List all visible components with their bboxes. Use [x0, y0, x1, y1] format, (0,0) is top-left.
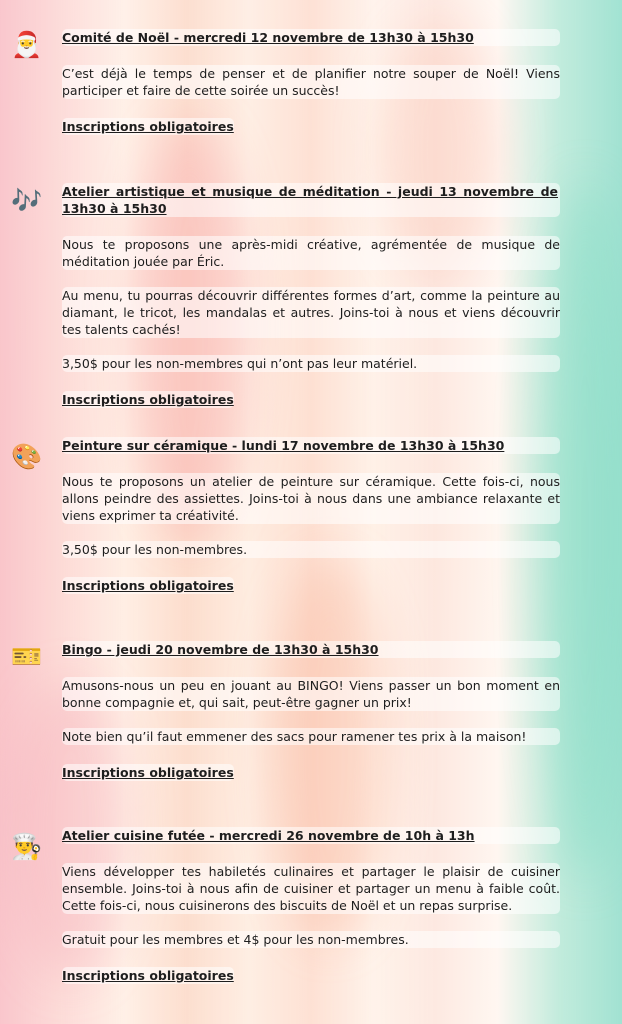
event-title: Bingo - jeudi 20 novembre de 13h30 à 15h30 — [62, 641, 560, 658]
event-description: Nous te proposons un atelier de peinture sur céramique. Cette fois-ci, nous allons peindre des assiettes. Joins-toi à nous dans une ambiance relaxante et viens exprimer ta créativité. — [62, 474, 560, 523]
event-description: Amusons-nous un peu en jouant au BINGO! Viens passer un bon moment en bonne compagnie et, qui sait, peut-être gagner un prix! — [62, 678, 560, 710]
music-notes-icon: 🎶 — [11, 185, 43, 215]
event-description: Au menu, tu pourras découvrir différentes formes d’art, comme la peinture au diamant, le tricot, les mandalas et autres. Joins-toi à nous et viens découvrir tes talents cachés! — [62, 288, 560, 337]
event-title: Atelier cuisine futée - mercredi 26 novembre de 10h à 13h — [62, 827, 560, 844]
bingo-cards-icon: 🎫 — [11, 641, 43, 671]
event-price: 3,50$ pour les non-membres qui n’ont pas leur matériel. — [62, 355, 560, 372]
registration-link[interactable]: Inscriptions obligatoires — [62, 968, 234, 983]
paint-palette-icon: 🎨 — [11, 441, 43, 471]
event-note: Note bien qu’il faut emmener des sacs pour ramener tes prix à la maison! — [62, 728, 560, 745]
registration-link[interactable]: Inscriptions obligatoires — [62, 578, 234, 593]
registration-link[interactable]: Inscriptions obligatoires — [62, 765, 234, 780]
registration-link[interactable]: Inscriptions obligatoires — [62, 119, 234, 134]
event-description: Viens développer tes habiletés culinaires et partager le plaisir de cuisiner ensemble. Joins-toi à nous afin de cuisiner et partager un menu à faible coût. Cette fois-ci, nous cuisinerons des biscuits de Noël et un repas surprise. — [62, 864, 560, 913]
santa-icon: 🎅 — [11, 29, 43, 59]
event-description: Nous te proposons une après-midi créative, agrémentée de musique de méditation jouée par Éric. — [62, 237, 560, 269]
registration-link[interactable]: Inscriptions obligatoires — [62, 392, 234, 407]
event-price: Gratuit pour les membres et 4$ pour les non-membres. — [62, 931, 560, 948]
event-title: Peinture sur céramique - lundi 17 novembre de 13h30 à 15h30 — [62, 437, 560, 454]
event-description: C’est déjà le temps de penser et de planifier notre souper de Noël! Viens participer et faire de cette soirée un succès! — [62, 66, 560, 98]
event-title: Comité de Noël - mercredi 12 novembre de 13h30 à 15h30 — [62, 29, 560, 46]
event-title: Atelier artistique et musique de méditation - jeudi 13 novembre de 13h30 à 15h30 — [62, 184, 558, 216]
chef-icon: 👨‍🍳 — [11, 831, 43, 861]
event-price: 3,50$ pour les non-membres. — [62, 541, 560, 558]
